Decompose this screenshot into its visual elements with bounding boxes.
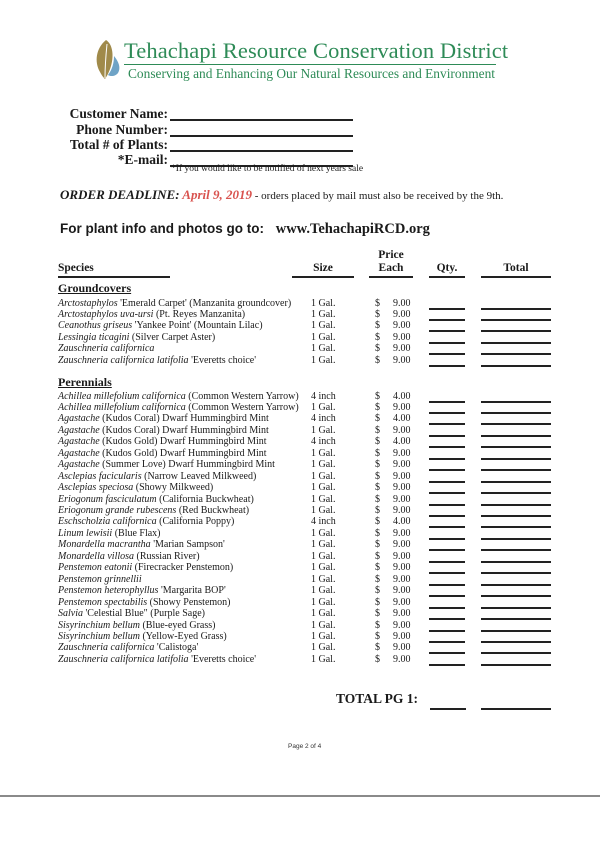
price-each: 9.00 [393,482,411,494]
col-species: Species [58,262,94,274]
price-each: 9.00 [393,401,411,413]
email-note: *If you would like to be notified of next years sale [171,164,364,174]
common-name: (Blue Flax) [112,527,161,539]
plant-size: 1 Gal. [311,354,336,366]
plant-size: 1 Gal. [311,619,336,631]
plant-size: 1 Gal. [311,320,336,332]
common-name: (Kudos Coral) Dwarf Hummingbird Mint [99,413,269,425]
currency-symbol: $ [375,562,380,574]
price-each: 9.00 [393,424,411,436]
price-each: 4.00 [393,390,411,402]
currency-symbol: $ [375,436,380,448]
common-name: (Common Western Yarrow) [185,390,299,402]
common-name: (Common Western Yarrow) [185,401,299,413]
currency-symbol: $ [375,505,380,516]
currency-symbol: $ [375,585,380,597]
col-total-underline [481,276,551,278]
col-price-top: Price [378,249,404,261]
common-name: (California Buckwheat) [156,493,254,505]
scientific-name: Eriogonum fasciculatum [58,493,157,505]
col-species-underline [58,276,170,278]
col-total: Total [503,262,529,274]
scientific-name: Zauschneria californica [58,642,155,654]
common-name: 'Everetts choice' [188,354,257,366]
customer-name-label: Customer Name: [69,106,168,121]
common-name: 'Calistoga' [154,642,199,654]
plant-size: 1 Gal. [311,550,336,562]
scientific-name: Agastache [58,459,100,471]
currency-symbol: $ [375,459,380,471]
plant-size: 1 Gal. [311,493,336,505]
plant-size: 1 Gal. [311,630,336,642]
plant-size: 1 Gal. [311,539,336,551]
common-name: (Summer Love) Dwarf Hummingbird Mint [99,459,275,471]
scientific-name: Linum lewisii [58,527,113,539]
scientific-name: Monardella villosa [58,550,135,562]
price-each: 9.00 [393,653,411,665]
order-deadline [60,187,503,204]
currency-symbol: $ [375,447,380,459]
currency-symbol: $ [375,573,380,585]
plant-size: 1 Gal. [311,343,336,355]
plant-size: 1 Gal. [311,608,336,620]
price-each: 4.00 [393,516,411,528]
common-name: (Russian River) [134,550,200,562]
col-qty: Qty. [436,262,458,274]
currency-symbol: $ [375,619,380,631]
price-each: 9.00 [393,619,411,631]
qty-input[interactable] [429,365,465,367]
price-each: 4.00 [393,436,411,448]
plant-size: 1 Gal. [311,527,336,539]
price-each: 9.00 [393,527,411,539]
page-separator [0,795,600,797]
common-name: (Kudos Gold) Dwarf Hummingbird Mint [99,447,267,459]
plant-row [0,653,600,666]
currency-symbol: $ [375,596,380,608]
plant-size: 4 inch [311,516,336,528]
scientific-name: Penstemon grinnellii [58,573,142,585]
scientific-name: Agastache [58,413,100,425]
price-each: 9.00 [393,562,411,574]
price-each: 9.00 [393,447,411,459]
common-name: (Kudos Coral) Dwarf Hummingbird Mint [99,424,269,436]
section-title-groundcovers: Groundcovers [58,281,132,295]
common-name: (Yellow-Eyed Grass) [139,630,227,642]
currency-symbol: $ [375,653,380,665]
common-name: 'Celestial Blue" (Purple Sage) [83,608,205,620]
plant-size: 1 Gal. [311,424,336,436]
currency-symbol: $ [375,343,380,355]
plant-size: 1 Gal. [311,562,336,574]
price-each: 9.00 [393,493,411,505]
plant-size: 1 Gal. [311,596,336,608]
common-name: 'Marian Sampson' [150,539,225,551]
scientific-name: Ceanothus griseus [58,320,133,332]
common-name: (Pt. Reyes Manzanita) [153,308,246,320]
scientific-name: Eschscholzia californica [58,516,157,528]
scientific-name: Zauschneria californica latifolia [58,354,189,366]
currency-symbol: $ [375,608,380,620]
common-name: (Red Buckwheat) [176,505,250,516]
plant-size: 1 Gal. [311,573,336,585]
scientific-name: Zauschneria californica [58,343,155,355]
species-name [58,354,256,367]
price-each: 9.00 [393,331,411,343]
price-each: 9.00 [393,470,411,482]
plant-size: 4 inch [311,436,336,448]
currency-symbol: $ [375,413,380,425]
deadline-label: ORDER DEADLINE: [60,187,180,202]
price-each: 9.00 [393,550,411,562]
currency-symbol: $ [375,516,380,528]
price-each: 9.00 [393,608,411,620]
scientific-name: Agastache [58,436,100,448]
species-name [58,653,256,666]
scientific-name: Penstemon eatonii [58,562,133,574]
deadline-date: April 9, 2019 [182,187,253,202]
price-each: 9.00 [393,642,411,654]
row-total-input[interactable] [481,664,551,666]
scientific-name: Penstemon heterophyllus [58,585,159,597]
plant-size: 1 Gal. [311,482,336,494]
plant-size: 1 Gal. [311,447,336,459]
common-name: (Silver Carpet Aster) [129,331,216,343]
currency-symbol: $ [375,308,380,320]
currency-symbol: $ [375,320,380,332]
org-tagline: Conserving and Enhancing Our Natural Resources and Environment [128,66,496,81]
plant-row [0,354,600,367]
currency-symbol: $ [375,493,380,505]
total-page-label: TOTAL PG 1: [336,691,419,706]
plant-size: 1 Gal. [311,642,336,654]
currency-symbol: $ [375,424,380,436]
col-size-underline [292,276,354,278]
row-total-input[interactable] [481,365,551,367]
col-qty-underline [429,276,465,278]
currency-symbol: $ [375,354,380,366]
common-name: 'Emerald Carpet' (Manzanita groundcover) [117,297,292,309]
plant-size: 1 Gal. [311,505,336,516]
common-name: (Firecracker Penstemon) [132,562,234,574]
price-each: 9.00 [393,539,411,551]
price-each: 9.00 [393,459,411,471]
plant-size: 1 Gal. [311,459,336,471]
currency-symbol: $ [375,331,380,343]
plant-size: 1 Gal. [311,401,336,413]
price-each: 9.00 [393,297,411,309]
total-amount-input[interactable] [481,708,551,710]
scientific-name: Achillea millefolium californica [58,401,186,413]
common-name: (California Poppy) [156,516,235,528]
plant-size: 4 inch [311,390,336,402]
plant-size: 1 Gal. [311,308,336,320]
scientific-name: Eriogonum grande rubescens [58,505,177,516]
scientific-name: Asclepias facicularis [58,470,142,482]
plant-size: 1 Gal. [311,470,336,482]
section-title-perennials: Perennials [58,375,112,389]
deadline-note: - orders placed by mail must also be received by the 9th. [252,190,504,202]
plant-size: 1 Gal. [311,653,336,665]
currency-symbol: $ [375,401,380,413]
page-number: Page 2 of 4 [288,743,322,750]
currency-symbol: $ [375,527,380,539]
plant-size: 1 Gal. [311,297,336,309]
common-name: (Kudos Gold) Dwarf Hummingbird Mint [99,436,267,448]
scientific-name: Agastache [58,447,100,459]
qty-input[interactable] [429,664,465,666]
customer-name-field [60,105,360,122]
plant-info-line [60,221,430,238]
price-each: 9.00 [393,585,411,597]
price-each: 9.00 [393,308,411,320]
scientific-name: Achillea millefolium californica [58,390,186,402]
scientific-name: Monardella macrantha [58,539,151,551]
scientific-name: Sisyrinchium bellum [58,619,140,631]
total-plants-label: Total # of Plants: [69,137,168,152]
scientific-name: Zauschneria californica latifolia [58,653,189,665]
plant-size: 1 Gal. [311,331,336,343]
info-text: For plant info and photos go to: [60,221,264,236]
price-each: 9.00 [393,320,411,332]
currency-symbol: $ [375,630,380,642]
total-qty-input[interactable] [430,708,466,710]
leaf-logo-icon [92,38,122,80]
plant-size: 1 Gal. [311,585,336,597]
common-name: (Showy Penstemon) [147,596,231,608]
plant-size: 4 inch [311,413,336,425]
common-name: (Showy Milkweed) [133,482,214,494]
scientific-name: Arctostaphylos [58,297,118,309]
common-name: (Blue-eyed Grass) [139,619,216,631]
currency-symbol: $ [375,642,380,654]
price-each: 9.00 [393,343,411,355]
price-each: 4.00 [393,413,411,425]
scientific-name: Sisyrinchium bellum [58,630,140,642]
website-link[interactable]: www.TehachapiRCD.org [275,221,430,237]
currency-symbol: $ [375,390,380,402]
common-name: (Narrow Leaved Milkweed) [141,470,257,482]
price-each: 9.00 [393,630,411,642]
currency-symbol: $ [375,297,380,309]
currency-symbol: $ [375,470,380,482]
col-price-bottom: Each [378,262,404,274]
currency-symbol: $ [375,539,380,551]
scientific-name: Lessingia ticagini [58,331,130,343]
common-name: 'Margarita BOP' [158,585,226,597]
scientific-name: Salvia [58,608,83,620]
scientific-name: Arctostaphylos uva-ursi [58,308,154,320]
scientific-name: Asclepias speciosa [58,482,134,494]
title-underline [124,64,496,65]
currency-symbol: $ [375,482,380,494]
scientific-name: Penstemon spectabilis [58,596,148,608]
org-name: Tehachapi Resource Conservation District [124,38,509,63]
phone-number-label: Phone Number: [76,122,168,137]
currency-symbol: $ [375,550,380,562]
price-each: 9.00 [393,596,411,608]
common-name: 'Everetts choice' [188,653,257,665]
col-price-underline [369,276,413,278]
col-size: Size [313,262,333,274]
email-label: *E-mail: [117,152,168,167]
scientific-name: Agastache [58,424,100,436]
price-each: 9.00 [393,505,411,516]
price-each: 9.00 [393,354,411,366]
price-each: 9.00 [393,573,411,585]
common-name: 'Yankee Point' (Mountain Lilac) [132,320,263,332]
